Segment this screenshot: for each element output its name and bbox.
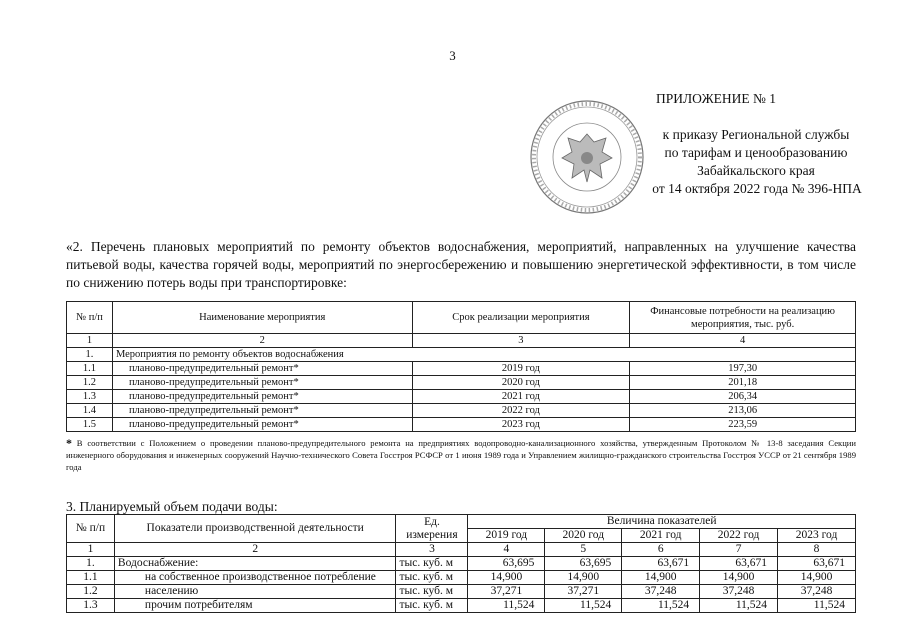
row-value: 11,524 (778, 599, 856, 613)
row-num: 1. (67, 557, 115, 571)
col-number: 4 (468, 543, 545, 557)
row-value: 63,671 (622, 557, 700, 571)
row-value: 11,524 (622, 599, 700, 613)
col-number: 6 (622, 543, 700, 557)
row-value: 37,271 (468, 585, 545, 599)
col-number: 3 (396, 543, 468, 557)
row-num: 1.1 (67, 362, 113, 376)
appendix-line: к приказу Региональной службы (662, 127, 850, 142)
row-num: 1.3 (67, 390, 113, 404)
row-term: 2021 год (412, 390, 630, 404)
table-row (67, 376, 856, 390)
row-name: планово-предупредительный ремонт* (112, 362, 412, 376)
row-term: 2020 год (412, 376, 630, 390)
row-unit: тыс. куб. м (396, 585, 468, 599)
col-header-indicator: Показатели производственной деятельности (114, 515, 396, 543)
row-name: планово-предупредительный ремонт* (112, 390, 412, 404)
col-header-year: 2022 год (700, 529, 778, 543)
appendix-line: от 14 октября 2022 года № 396-НПА (652, 181, 862, 196)
row-unit: тыс. куб. м (396, 599, 468, 613)
footnote-star: * (66, 436, 72, 450)
row-term: 2019 год (412, 362, 630, 376)
col-number: 3 (412, 334, 630, 348)
row-value: 63,695 (468, 557, 545, 571)
row-term: 2023 год (412, 418, 630, 432)
section-title: 3. Планируемый объем подачи воды: (66, 499, 278, 514)
row-unit: тыс. куб. м (396, 557, 468, 571)
row-unit: тыс. куб. м (396, 571, 468, 585)
row-num: 1.3 (67, 599, 115, 613)
row-value: 14,900 (778, 571, 856, 585)
appendix-line: Забайкальского края (697, 163, 815, 178)
group-name: Мероприятия по ремонту объектов водоснабжения (112, 348, 855, 362)
row-num: 1.2 (67, 585, 115, 599)
col-number: 8 (778, 543, 856, 557)
row-value: 14,900 (468, 571, 545, 585)
row-value: 11,524 (700, 599, 778, 613)
row-value: 63,695 (545, 557, 622, 571)
footnote-text: В соответствии с Положением о проведении планово-предупредительного ремонта на предприятиях водопроводно-канализационного хозяйства, утвержденным Протоколом № 13-8 заседания Секции инженерного оборудования и инженерных сооружений Научно-технического Совета Госстроя РСФСР от 1 июня 1989 года и Управлением жилищно-гражданского строительства Госстроя УССР от 21 сентября 1989 года (66, 438, 856, 472)
appendix-title: ПРИЛОЖЕНИЕ № 1 (656, 91, 777, 106)
row-value: 11,524 (468, 599, 545, 613)
row-name: планово-предупредительный ремонт* (112, 404, 412, 418)
table-row (67, 599, 856, 613)
col-number: 1 (67, 543, 115, 557)
row-term: 2022 год (412, 404, 630, 418)
appendix-header (634, 90, 894, 198)
row-value: 37,248 (778, 585, 856, 599)
col-header-term: Срок реализации мероприятия (412, 302, 630, 334)
col-header-year: 2023 год (778, 529, 856, 543)
intro-paragraph: «2. Перечень плановых мероприятий по ремонту объектов водоснабжения, мероприятий, направленных на улучшение качества питьевой воды, качества горячей воды, мероприятий по энергосбережению и повышению энергетической эффективности, в том числе по снижению потерь воды при транспортировке: (66, 239, 856, 290)
col-number: 1 (67, 334, 113, 348)
row-name: планово-предупредительный ремонт* (112, 418, 412, 432)
row-name: населению (114, 585, 396, 599)
row-value: 11,524 (545, 599, 622, 613)
table-row (67, 557, 856, 571)
col-number: 4 (630, 334, 856, 348)
col-number: 2 (114, 543, 396, 557)
col-header-num: № п/п (67, 302, 113, 334)
row-value: 14,900 (545, 571, 622, 585)
table-row (67, 418, 856, 432)
row-cost: 197,30 (630, 362, 856, 376)
row-value: 37,248 (700, 585, 778, 599)
page-number: 3 (449, 48, 456, 63)
col-header-num: № п/п (67, 515, 115, 543)
row-cost: 223,59 (630, 418, 856, 432)
appendix-line: по тарифам и ценообразованию (664, 145, 848, 160)
row-name: планово-предупредительный ремонт* (112, 376, 412, 390)
row-value: 37,271 (545, 585, 622, 599)
row-value: 14,900 (700, 571, 778, 585)
table-row (67, 585, 856, 599)
col-header-unit: Ед. измерения (396, 515, 468, 543)
col-header-year: 2021 год (622, 529, 700, 543)
table-row (67, 390, 856, 404)
table-row (67, 571, 856, 585)
row-value: 63,671 (778, 557, 856, 571)
row-value: 63,671 (700, 557, 778, 571)
supply-table (66, 514, 856, 613)
table-row (67, 362, 856, 376)
col-header-name: Наименование мероприятия (112, 302, 412, 334)
col-number: 2 (112, 334, 412, 348)
row-value: 14,900 (622, 571, 700, 585)
row-num: 1.2 (67, 376, 113, 390)
row-num: 1.5 (67, 418, 113, 432)
table-row (67, 348, 856, 362)
table-row (67, 404, 856, 418)
row-name: Водоснабжение: (114, 557, 396, 571)
official-seal (528, 98, 646, 216)
row-name: на собственное производственное потребление (114, 571, 396, 585)
col-number: 5 (545, 543, 622, 557)
row-num: 1.4 (67, 404, 113, 418)
col-number: 7 (700, 543, 778, 557)
row-cost: 213,06 (630, 404, 856, 418)
col-header-year: 2019 год (468, 529, 545, 543)
col-header-cost: Финансовые потребности на реализацию мероприятия, тыс. руб. (630, 302, 856, 334)
measures-table (66, 301, 856, 432)
row-num: 1.1 (67, 571, 115, 585)
row-name: прочим потребителям (114, 599, 396, 613)
col-header-year: 2020 год (545, 529, 622, 543)
row-num: 1. (67, 348, 113, 362)
col-header-values: Величина показателей (468, 515, 856, 529)
row-cost: 201,18 (630, 376, 856, 390)
row-value: 37,248 (622, 585, 700, 599)
footnote (66, 437, 856, 473)
row-cost: 206,34 (630, 390, 856, 404)
